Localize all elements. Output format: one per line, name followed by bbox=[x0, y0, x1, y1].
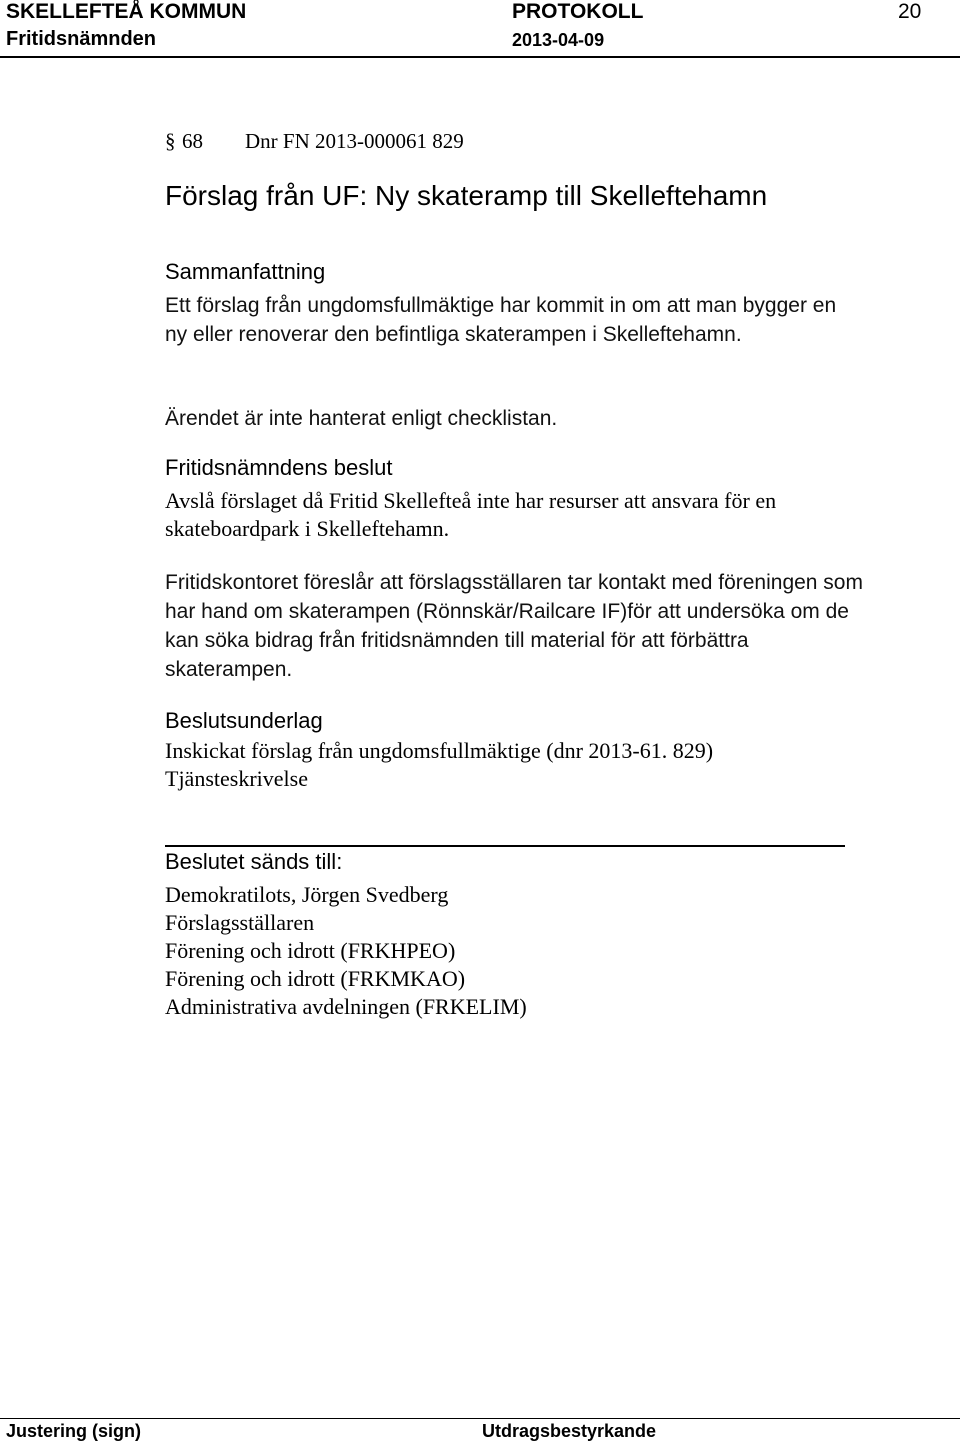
signature-label: Justering (sign) bbox=[6, 1421, 142, 1441]
page-number: 20 bbox=[898, 0, 922, 23]
basis-item: Tjänsteskrivelse bbox=[165, 766, 308, 791]
recipient-item: Förening och idrott (FRKMKAO) bbox=[165, 966, 466, 991]
recipient-item: Förening och idrott (FRKHPEO) bbox=[165, 938, 456, 963]
organization-name: SKELLEFTEÅ KOMMUN bbox=[6, 0, 247, 23]
paragraph-reference bbox=[165, 129, 464, 154]
recipient-item: Administrativa avdelningen (FRKELIM) bbox=[165, 994, 527, 1019]
decision-text: Avslå förslaget då Fritid Skellefteå inte har resurser att ansvara för en skateboardpark i Skelleftehamn. bbox=[165, 488, 777, 541]
paragraph-number: 68 bbox=[182, 129, 203, 153]
footer-divider bbox=[0, 1418, 960, 1419]
header-divider bbox=[0, 56, 960, 58]
certification-label: Utdragsbestyrkande bbox=[482, 1421, 657, 1441]
case-number: Dnr FN 2013-000061 829 bbox=[245, 129, 464, 153]
sent-to-heading: Beslutet sänds till: bbox=[165, 849, 343, 874]
meeting-date: 2013-04-09 bbox=[512, 30, 605, 50]
decision-heading: Fritidsnämndens beslut bbox=[165, 455, 393, 480]
document-type: PROTOKOLL bbox=[512, 0, 644, 23]
case-title: Förslag från UF: Ny skateramp till Skelleftehamn bbox=[165, 180, 768, 211]
checklist-note: Ärendet är inte hanterat enligt checklistan. bbox=[165, 407, 558, 430]
section-symbol: § bbox=[165, 129, 176, 153]
basis-heading: Beslutsunderlag bbox=[165, 708, 323, 733]
recipient-item: Förslagsställaren bbox=[165, 910, 315, 935]
summary-text: Ett förslag från ungdomsfullmäktige har kommit in om att man bygger en ny eller renoverar den befintliga skaterampen i Skelleftehamn. bbox=[165, 294, 837, 346]
summary-heading: Sammanfattning bbox=[165, 259, 326, 284]
basis-list bbox=[165, 737, 865, 793]
recipient-list bbox=[165, 881, 865, 1021]
committee-name: Fritidsnämnden bbox=[6, 28, 157, 50]
basis-item: Inskickat förslag från ungdomsfullmäktige (dnr 2013-61. 829) bbox=[165, 738, 714, 763]
office-proposal-text: Fritidskontoret föreslår att förslagsställaren tar kontakt med föreningen som har hand om skaterampen (Rönnskär/Railcare IF)för att undersöka om de kan söka bidrag från fritidsnämnden till material för att förbättra skaterampen. bbox=[165, 571, 863, 681]
recipient-item: Demokratilots, Jörgen Svedberg bbox=[165, 882, 449, 907]
sent-to-divider bbox=[165, 845, 845, 847]
